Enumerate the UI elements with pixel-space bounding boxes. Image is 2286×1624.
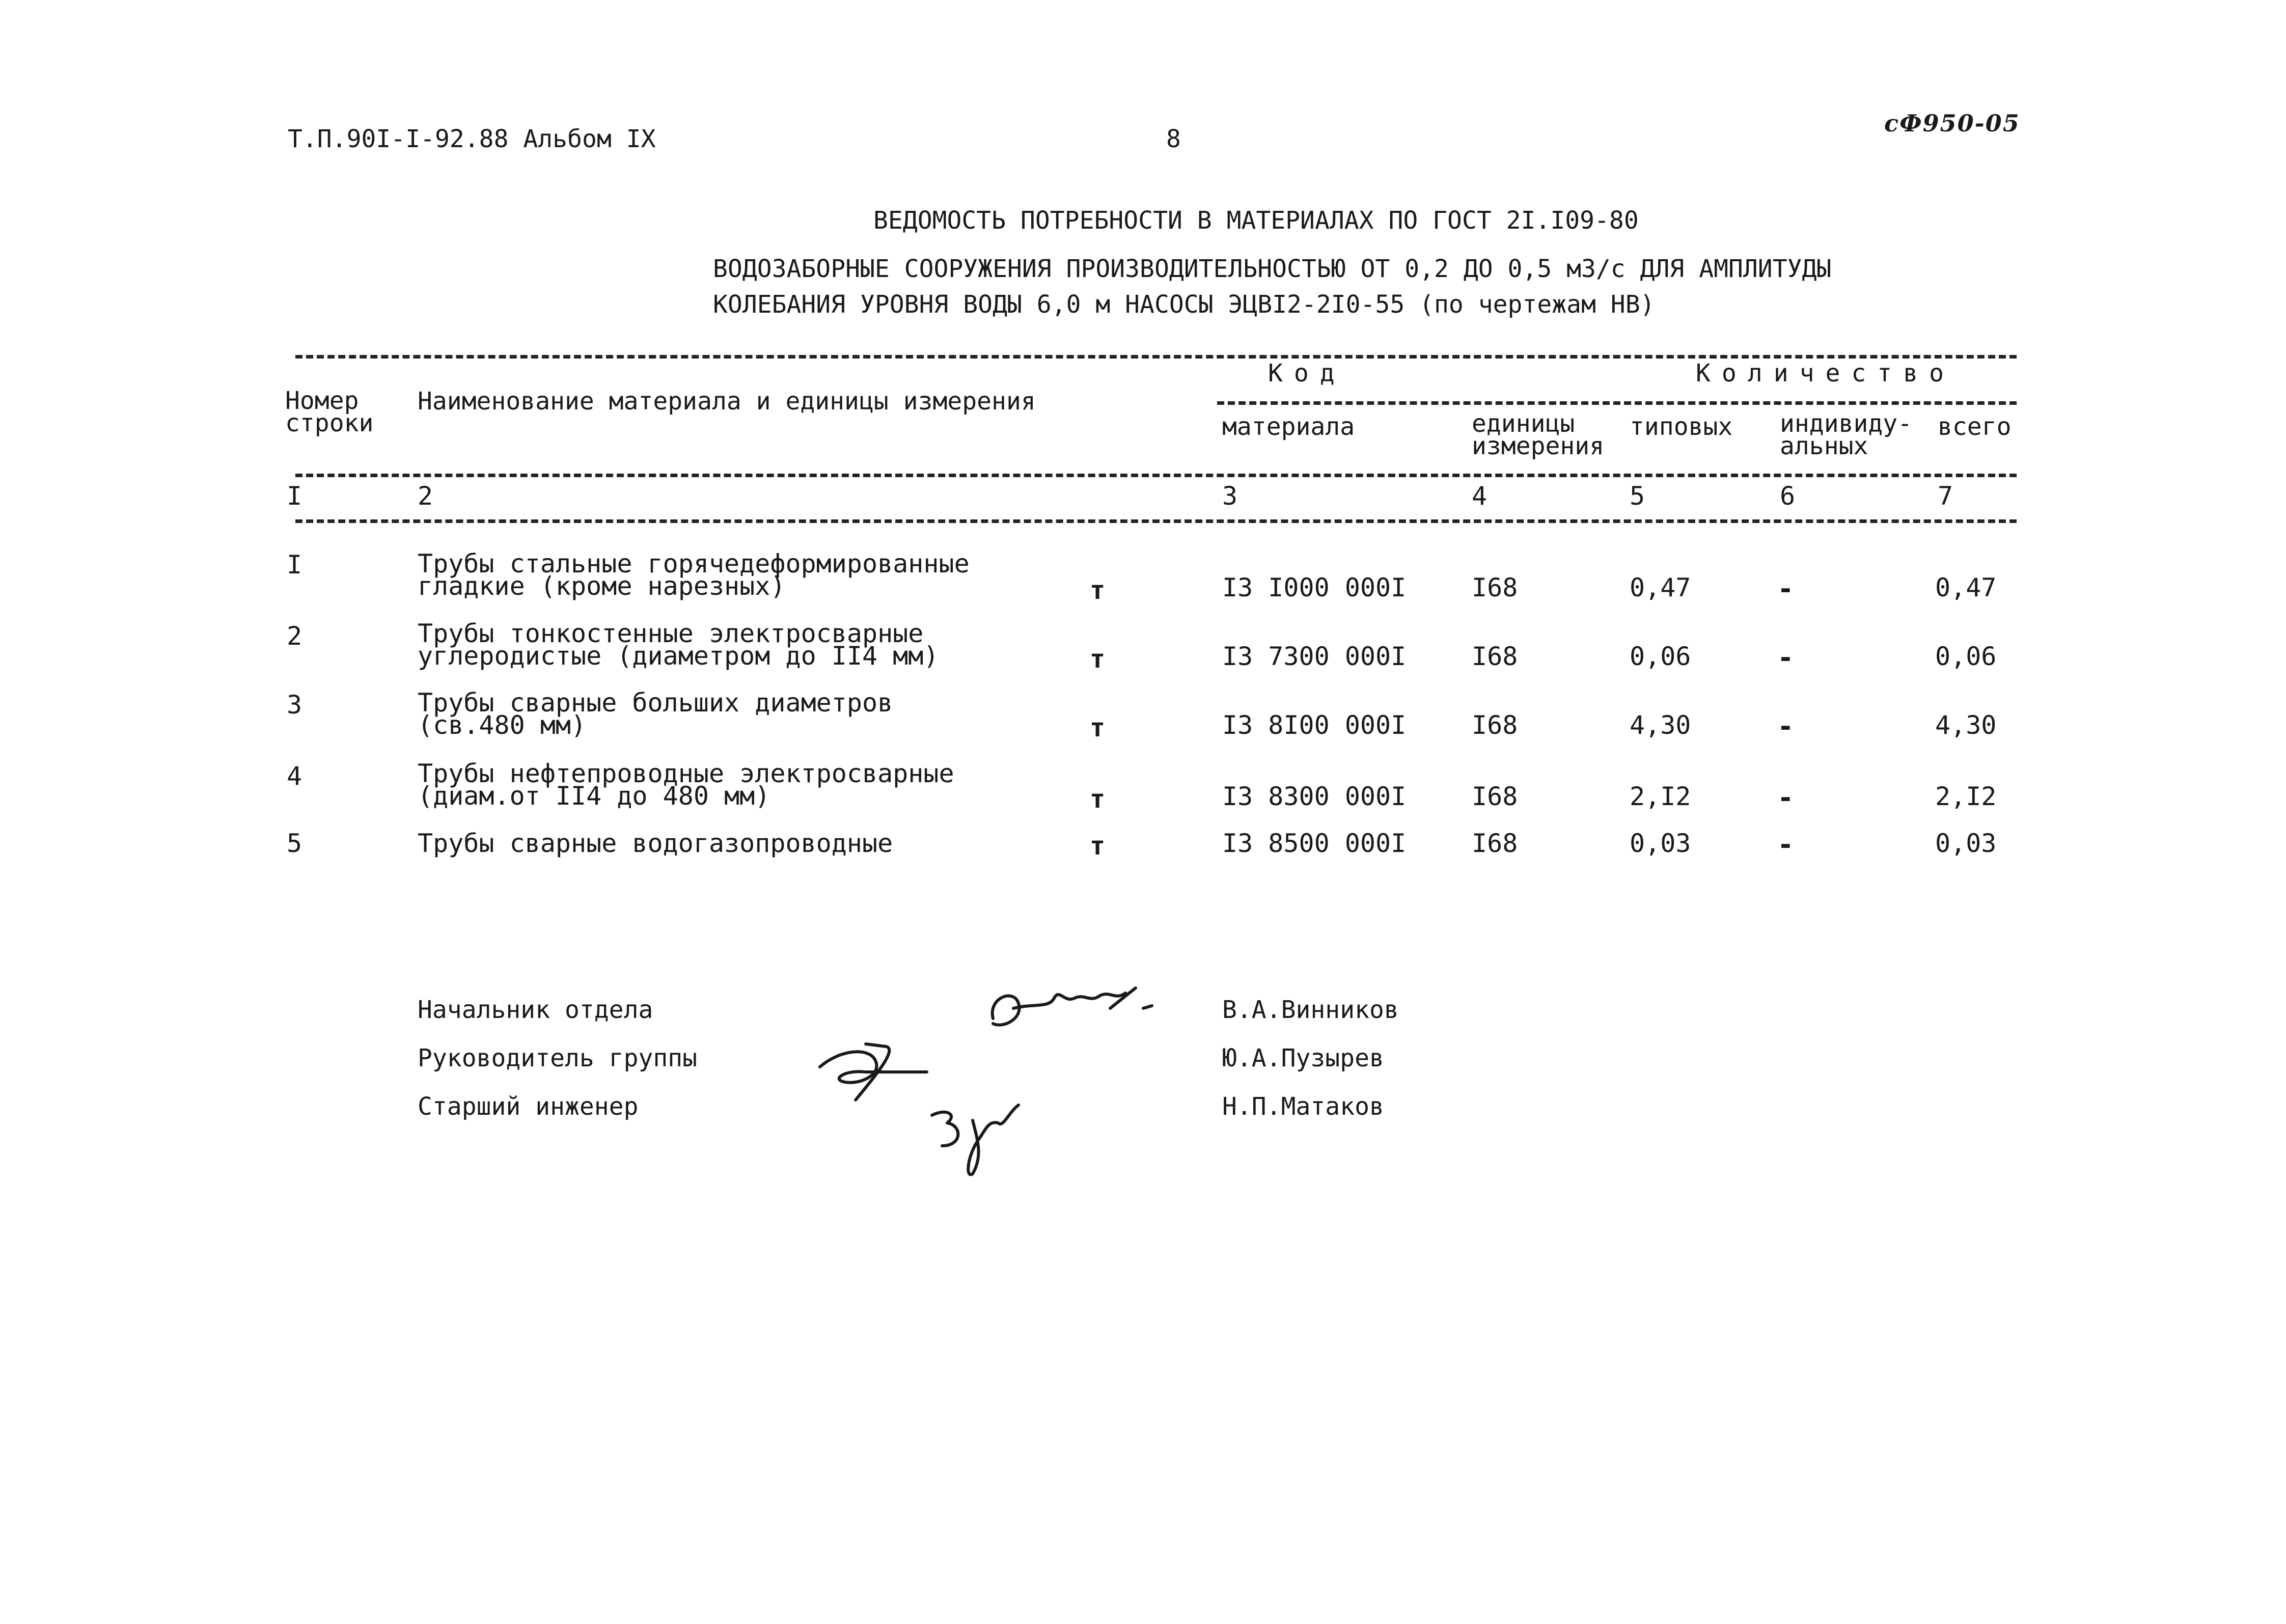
signature-stroke-top-2 xyxy=(1013,993,1125,1008)
header-code-material: материала xyxy=(1222,412,1355,441)
unit-code: I68 xyxy=(1472,642,1518,671)
material-name: Трубы сварные больших диаметров (св.480 мм) xyxy=(418,688,893,740)
table-top-rule xyxy=(295,355,2017,359)
column-number-5: 5 xyxy=(1630,481,1645,511)
column-number-3: 3 xyxy=(1222,481,1238,511)
qty-individual: - xyxy=(1777,782,1794,814)
material-code: I3 8I00 000I xyxy=(1222,710,1407,740)
unit-code: I68 xyxy=(1472,829,1518,858)
qty-individual: - xyxy=(1777,829,1794,861)
qty-typical: 0,47 xyxy=(1630,573,1691,602)
column-number-1: I xyxy=(287,481,302,511)
measure-unit: т xyxy=(1090,784,1106,814)
qty-individual: - xyxy=(1777,710,1794,742)
row-number: 2 xyxy=(287,621,302,651)
row-number: 3 xyxy=(287,690,302,720)
signature-stroke-top-3 xyxy=(1110,988,1136,1008)
material-code: I3 7300 000I xyxy=(1222,642,1407,671)
measure-unit: т xyxy=(1090,831,1106,861)
material-name: Трубы тонкостенные электросварные углеродистые (диаметром до II4 мм) xyxy=(418,619,939,671)
header-code-group: Код xyxy=(1268,359,1346,388)
unit-code: I68 xyxy=(1472,573,1518,602)
qty-individual: - xyxy=(1777,642,1794,674)
material-code: I3 I000 000I xyxy=(1222,573,1407,602)
document-subtitle-line-1: ВОДОЗАБОРНЫЕ СООРУЖЕНИЯ ПРОИЗВОДИТЕЛЬНОСТЬЮ ОТ 0,2 ДО 0,5 м3/с ДЛЯ АМПЛИТУДЫ xyxy=(713,255,1832,283)
measure-unit: т xyxy=(1090,713,1106,742)
header-row-number: Номер строки xyxy=(285,387,374,437)
document-subtitle-line-2: КОЛЕБАНИЯ УРОВНЯ ВОДЫ 6,0 м НАСОСЫ ЭЦВI2-2I0-55 (по чертежам НВ) xyxy=(713,290,1655,319)
header-qty-total: всего xyxy=(1938,412,2012,441)
header-bottom-rule xyxy=(295,474,2017,477)
material-code: I3 8500 000I xyxy=(1222,829,1407,858)
album-reference: Т.П.90I-I-92.88 Альбом IX xyxy=(288,125,656,153)
qty-total: 4,30 xyxy=(1935,710,1997,740)
signature-position-department-head: Начальник отдела xyxy=(418,996,653,1024)
unit-code: I68 xyxy=(1472,782,1518,811)
row-number: 5 xyxy=(287,829,302,858)
signature-position-group-lead: Руководитель группы xyxy=(418,1044,698,1072)
header-qty-typical: типовых xyxy=(1630,412,1733,441)
signature-stroke-bottom-1 xyxy=(932,1112,958,1146)
qty-total: 0,47 xyxy=(1935,573,1997,602)
document-title: ВЕДОМОСТЬ ПОТРЕБНОСТИ В МАТЕРИАЛАХ ПО ГОСТ 2I.I09-80 xyxy=(873,206,1639,235)
qty-total: 2,I2 xyxy=(1935,782,1997,811)
qty-typical: 0,06 xyxy=(1630,642,1691,671)
column-number-2: 2 xyxy=(418,481,433,511)
header-material-name: Наименование материала и единицы измерения xyxy=(418,387,1036,416)
column-number-7: 7 xyxy=(1938,481,1953,511)
header-quantity-group: Количество xyxy=(1696,359,1955,388)
page-number: 8 xyxy=(1166,125,1181,153)
code-qty-group-rule xyxy=(1217,401,2017,405)
signature-stroke-bottom-2 xyxy=(968,1105,1018,1174)
measure-unit: т xyxy=(1090,644,1106,674)
measure-unit: т xyxy=(1090,575,1106,605)
signature-name-senior-engineer: Н.П.Матаков xyxy=(1222,1092,1384,1121)
material-name: Трубы стальные горячедеформированные гладкие (кроме нарезных) xyxy=(418,549,970,601)
material-name: Трубы сварные водогазопроводные xyxy=(418,829,893,858)
signature-stroke-top-1 xyxy=(993,996,1020,1025)
qty-typical: 4,30 xyxy=(1630,710,1691,740)
qty-typical: 2,I2 xyxy=(1630,782,1691,811)
row-number: 4 xyxy=(287,761,302,791)
unit-code: I68 xyxy=(1472,710,1518,740)
header-code-unit: единицы измерения xyxy=(1472,409,1605,460)
material-name: Трубы нефтепроводные электросварные (диам.от II4 до 480 мм) xyxy=(418,759,954,811)
handwritten-signatures xyxy=(810,978,1166,1192)
qty-typical: 0,03 xyxy=(1630,829,1691,858)
signature-name-group-lead: Ю.А.Пузырев xyxy=(1222,1044,1384,1072)
document-code-handwritten: сФ950-05 xyxy=(1884,109,2020,137)
material-code: I3 8300 000I xyxy=(1222,782,1407,811)
qty-total: 0,06 xyxy=(1935,642,1997,671)
row-number: I xyxy=(287,550,302,580)
header-qty-individual: индивиду- альных xyxy=(1780,409,1913,460)
qty-individual: - xyxy=(1777,573,1794,605)
signature-stroke-top-4 xyxy=(1143,1006,1152,1008)
column-number-4: 4 xyxy=(1472,481,1488,511)
signature-position-senior-engineer: Старший инженер xyxy=(418,1092,639,1121)
signature-name-department-head: В.А.Винников xyxy=(1222,996,1399,1024)
column-number-6: 6 xyxy=(1780,481,1796,511)
column-numbers-rule xyxy=(295,519,2017,523)
qty-total: 0,03 xyxy=(1935,829,1997,858)
